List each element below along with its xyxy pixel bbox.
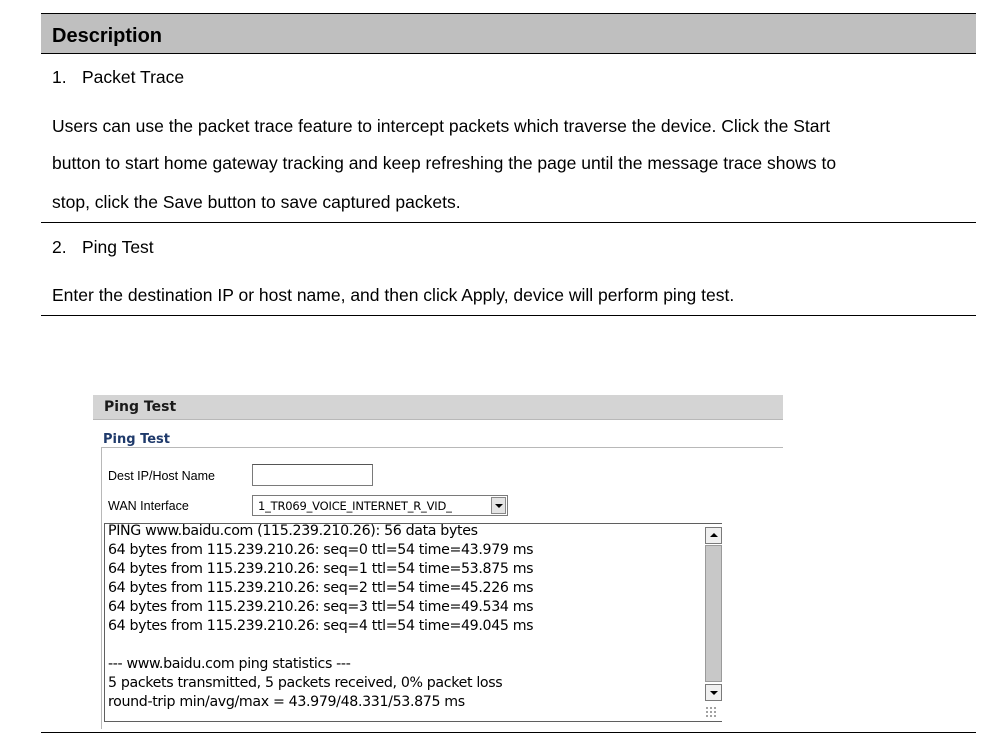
section-1-label: Packet Trace xyxy=(82,67,185,87)
output-line: 64 bytes from 115.239.210.26: seq=4 ttl=54 time=49.045 ms xyxy=(108,618,534,634)
section-1-line-2: button to start home gateway tracking and keep refreshing the page until the message trace shows to xyxy=(52,153,837,173)
output-line: round-trip min/avg/max = 43.979/48.331/53.875 ms xyxy=(108,694,465,710)
fieldset-border xyxy=(101,447,102,729)
output-line: 64 bytes from 115.239.210.26: seq=1 ttl=54 time=53.875 ms xyxy=(108,561,534,577)
divider xyxy=(41,222,976,223)
ping-panel-header xyxy=(93,395,783,420)
section-2-title xyxy=(52,237,154,258)
section-1-number: 1. xyxy=(52,67,67,87)
output-line: 64 bytes from 115.239.210.26: seq=3 ttl=54 time=49.534 ms xyxy=(108,599,534,615)
resize-grip-icon[interactable] xyxy=(705,706,717,718)
output-line: PING www.baidu.com (115.239.210.26): 56 data bytes xyxy=(108,523,478,539)
divider xyxy=(41,732,976,733)
fieldset-border xyxy=(101,447,783,448)
wan-interface-label: WAN Interface xyxy=(108,499,189,513)
section-2-label: Ping Test xyxy=(82,237,154,257)
section-2-number: 2. xyxy=(52,237,67,257)
dest-host-input[interactable] xyxy=(252,464,373,486)
section-1-title xyxy=(52,67,184,88)
scroll-up-icon[interactable] xyxy=(705,527,722,544)
output-line: --- www.baidu.com ping statistics --- xyxy=(108,656,351,672)
wan-interface-value: 1_TR069_VOICE_INTERNET_R_VID_ xyxy=(258,499,452,513)
output-line: 64 bytes from 115.239.210.26: seq=2 ttl=54 time=45.226 ms xyxy=(108,580,534,596)
ping-panel-title: Ping Test xyxy=(104,399,177,415)
description-header xyxy=(41,13,976,54)
ping-fieldset-legend: Ping Test xyxy=(103,432,174,447)
divider xyxy=(41,315,976,316)
output-line: 64 bytes from 115.239.210.26: seq=0 ttl=54 time=43.979 ms xyxy=(108,542,534,558)
scroll-thumb[interactable] xyxy=(705,545,722,682)
section-1-line-1: Users can use the packet trace feature to intercept packets which traverse the device. Click the Start xyxy=(52,116,831,136)
chevron-down-icon[interactable] xyxy=(491,497,506,514)
description-title: Description xyxy=(52,25,163,47)
output-line: 5 packets transmitted, 5 packets received, 0% packet loss xyxy=(108,675,503,691)
section-1-line-3: stop, click the Save button to save captured packets. xyxy=(52,192,461,212)
ping-test-screenshot xyxy=(93,393,783,733)
wan-interface-select[interactable] xyxy=(252,495,508,516)
output-scrollbar[interactable] xyxy=(711,524,722,721)
dest-host-label: Dest IP/Host Name xyxy=(108,469,215,483)
scroll-down-icon[interactable] xyxy=(705,684,722,701)
ping-output-textarea[interactable] xyxy=(104,523,722,722)
section-2-line-1: Enter the destination IP or host name, and then click Apply, device will perform ping test. xyxy=(52,285,735,305)
